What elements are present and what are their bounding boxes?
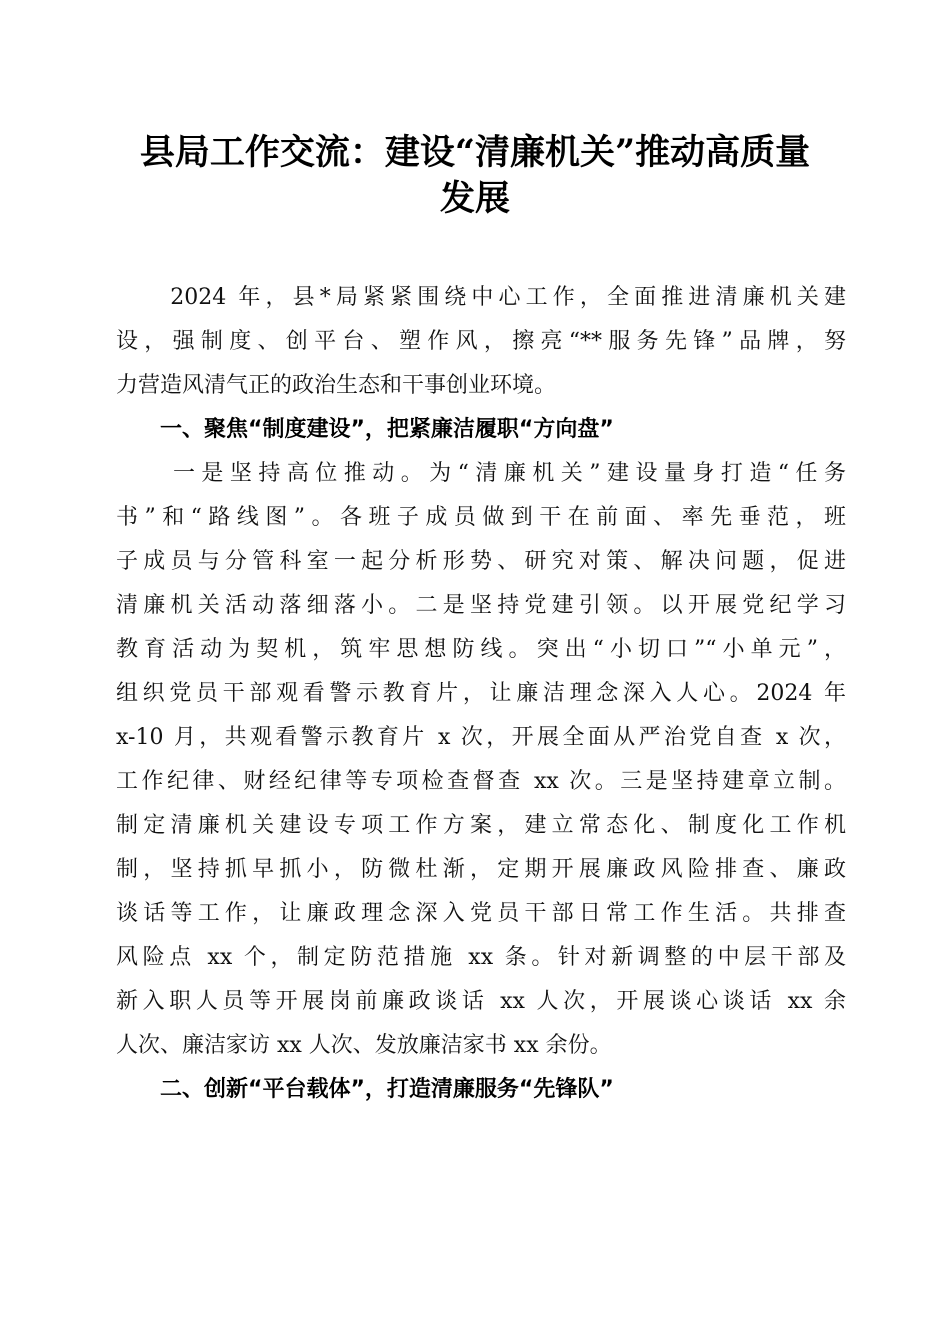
- intro-line-2: 设，强制度、创平台、塑作风，擦亮“**服务先锋”品牌，努: [116, 329, 846, 354]
- section-1-line-4: 清廉机关活动落细落小。二是坚持党建引领。以开展党纪学习: [116, 593, 846, 618]
- section-1-line-13: 新入职人员等开展岗前廉政谈话 xx 人次，开展谈心谈话 xx 余: [116, 989, 846, 1014]
- section-1-line-6: 组织党员干部观看警示教育片，让廉洁理念深入人心。2024 年: [116, 681, 846, 706]
- intro-line-3: 力营造风清气正的政治生态和干事创业环境。: [116, 373, 557, 398]
- intro-line-1: 2024 年，县*局紧紧围绕中心工作，全面推进清廉机关建: [116, 285, 846, 310]
- section-1-line-9: 制定清廉机关建设专项工作方案，建立常态化、制度化工作机: [116, 813, 846, 838]
- document-title: [110, 130, 840, 222]
- section-1-line-11: 谈话等工作，让廉政理念深入党员干部日常工作生活。共排查: [116, 901, 846, 926]
- section-1-line-2: 书”和“路线图”。各班子成员做到干在前面、率先垂范，班: [116, 505, 846, 530]
- section-1-line-10: 制，坚持抓早抓小，防微杜渐，定期开展廉政风险排查、廉政: [116, 857, 846, 882]
- section-1-line-14: 人次、廉洁家访 xx 人次、发放廉洁家书 xx 余份。: [116, 1033, 612, 1058]
- section-1-line-1: 一是坚持高位推动。为“清廉机关”建设量身打造“任务: [116, 461, 846, 486]
- title-line-2: 发展: [439, 178, 510, 219]
- section-1-line-12: 风险点 xx 个，制定防范措施 xx 条。针对新调整的中层干部及: [116, 945, 846, 970]
- section-1-line-5: 教育活动为契机，筑牢思想防线。突出“小切口”“小单元”，: [116, 637, 846, 662]
- section-1-line-3: 子成员与分管科室一起分析形势、研究对策、解决问题，促进: [116, 549, 846, 574]
- title-line-1: 县局工作交流：建设“清廉机关”推动高质量: [139, 132, 811, 173]
- section-1-line-8: 工作纪律、财经纪律等专项检查督查 xx 次。三是坚持建章立制。: [116, 769, 846, 794]
- section-1-line-7: x-10 月，共观看警示教育片 x 次，开展全面从严治党自查 x 次，: [116, 725, 846, 750]
- section-2-heading: 二、创新“平台载体”，打造清廉服务“先锋队”: [116, 1077, 614, 1102]
- section-1-heading: 一、聚焦“制度建设”，把紧廉洁履职“方向盘”: [116, 417, 614, 442]
